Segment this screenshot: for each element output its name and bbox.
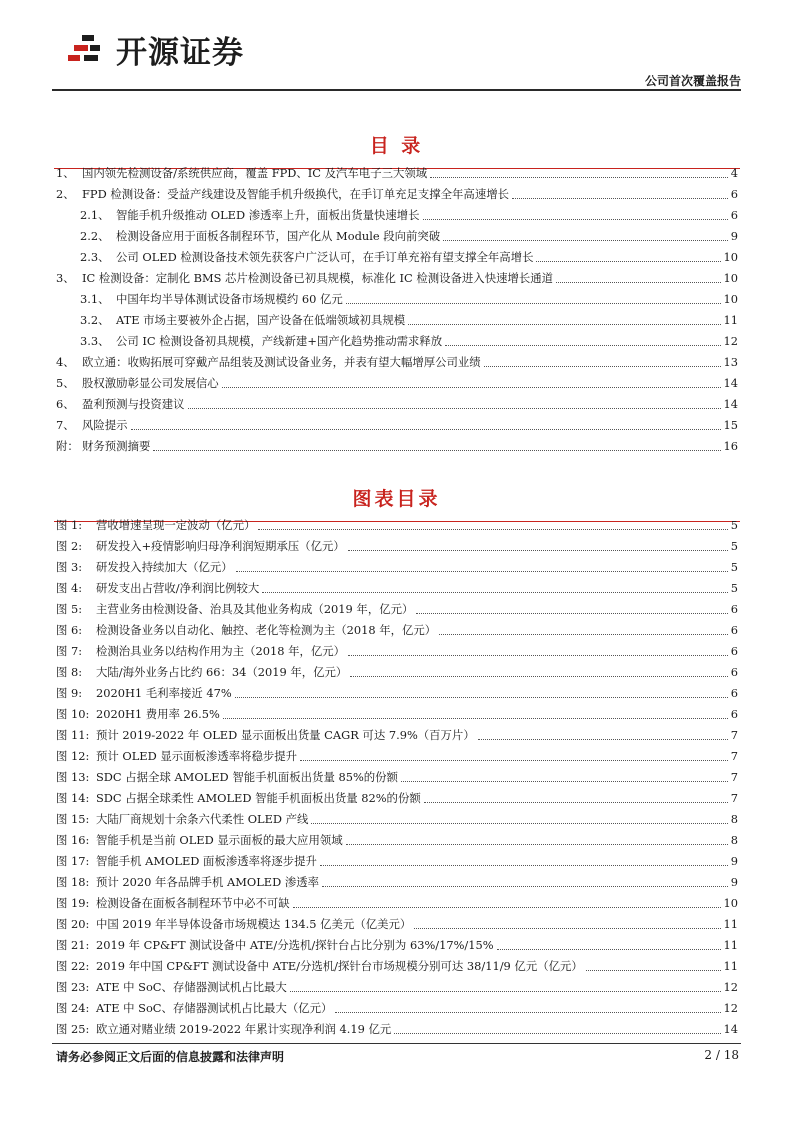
entry-leader — [348, 655, 728, 656]
entry-number: 图 16: — [56, 833, 90, 847]
entry-label: 智能手机是当前 OLED 显示面板的最大应用领域 — [96, 833, 343, 847]
toc-entry[interactable] — [56, 244, 738, 265]
entry-page: 13 — [723, 355, 738, 369]
entry-number: 图 25: — [56, 1022, 90, 1036]
entry-label: FPD 检测设备：受益产线建设及智能手机升级换代，在手订单充足支撑全年高速增长 — [82, 187, 509, 201]
entry-leader — [414, 928, 720, 929]
entry-leader — [346, 844, 728, 845]
entry-label: ATE 市场主要被外企占据，国产设备在低端领域初具规模 — [116, 313, 406, 327]
entry-label: 营收增速呈现一定波动（亿元） — [96, 518, 256, 532]
entry-number: 3.1、 — [80, 292, 110, 306]
entry-page: 14 — [723, 376, 738, 390]
entry-label: 国内领先检测设备/系统供应商，覆盖 FPD、IC 及汽车电子三大领域 — [82, 166, 428, 180]
entry-page: 7 — [730, 728, 738, 742]
entry-page: 9 — [730, 854, 738, 868]
entry-label: 大陆/海外业务占比约 66：34（2019 年，亿元） — [96, 665, 348, 679]
entry-leader — [439, 634, 728, 635]
entry-number: 3.2、 — [80, 313, 110, 327]
entry-leader — [311, 823, 727, 824]
entry-number: 图 19: — [56, 896, 90, 910]
entry-number: 3.3、 — [80, 334, 110, 348]
figure-entry[interactable] — [56, 722, 738, 743]
entry-number: 图 8: — [56, 665, 83, 679]
entry-leader — [497, 949, 721, 950]
entry-label: 智能手机 AMOLED 面板渗透率将逐步提升 — [96, 854, 317, 868]
entry-label: 盈利预测与投资建议 — [82, 397, 185, 411]
entry-page: 11 — [723, 938, 738, 952]
toc-entry[interactable] — [56, 181, 738, 202]
figure-entry[interactable] — [56, 890, 738, 911]
figure-entry[interactable] — [56, 785, 738, 806]
entry-leader — [153, 450, 720, 451]
entry-leader — [346, 303, 721, 304]
header-divider — [52, 89, 741, 91]
entry-label: 中国年均半导体测试设备市场规模约 60 亿元 — [116, 292, 343, 306]
entry-leader — [556, 282, 720, 283]
figure-entry[interactable] — [56, 953, 738, 974]
entry-label: 预计 2019-2022 年 OLED 显示面板出货量 CAGR 可达 7.9%（百万片） — [96, 728, 475, 742]
figure-entry[interactable] — [56, 806, 738, 827]
figure-entry[interactable] — [56, 827, 738, 848]
entry-number: 图 5: — [56, 602, 83, 616]
entry-leader — [350, 676, 727, 677]
table-of-contents — [56, 160, 738, 454]
figure-list — [56, 512, 738, 1037]
entry-number: 1、 — [56, 166, 75, 180]
entry-label: 欧立通对赌业绩 2019-2022 年累计实现净利润 4.19 亿元 — [96, 1022, 392, 1036]
entry-number: 图 4: — [56, 581, 83, 595]
entry-leader — [235, 697, 728, 698]
entry-page: 9 — [730, 229, 738, 243]
entry-number: 2.3、 — [80, 250, 110, 264]
toc-entry[interactable] — [56, 349, 738, 370]
entry-number: 图 11: — [56, 728, 90, 742]
entry-number: 图 3: — [56, 560, 83, 574]
entry-number: 图 12: — [56, 749, 90, 763]
entry-label: 2019 年中国 CP&FT 测试设备中 ATE/分选机/探针台市场规模分别可达 38/11/9 亿元（亿元） — [96, 959, 583, 973]
toc-entry[interactable] — [56, 307, 738, 328]
entry-page: 6 — [730, 686, 738, 700]
entry-number: 3、 — [56, 271, 75, 285]
entry-page: 6 — [730, 602, 738, 616]
entry-label: ATE 中 SoC、存储器测试机占比最大 — [96, 980, 287, 994]
report-type: 公司首次覆盖报告 — [644, 74, 741, 88]
entry-number: 图 6: — [56, 623, 83, 637]
figure-entry[interactable] — [56, 743, 738, 764]
entry-leader — [290, 991, 721, 992]
entry-label: 财务预测摘要 — [82, 439, 151, 453]
entry-page: 9 — [730, 875, 738, 889]
entry-leader — [394, 1033, 720, 1034]
entry-leader — [258, 529, 727, 530]
figure-entry[interactable] — [56, 617, 738, 638]
entry-page: 5 — [730, 560, 738, 574]
figure-entry[interactable] — [56, 911, 738, 932]
entry-number: 图 15: — [56, 812, 90, 826]
footer-disclaimer: 请务必参阅正文后面的信息披露和法律声明 — [56, 1050, 285, 1064]
entry-page: 16 — [723, 439, 738, 453]
entry-label: 检测设备在面板各制程环节中必不可缺 — [96, 896, 290, 910]
entry-number: 附： — [56, 439, 79, 453]
figure-entry[interactable] — [56, 638, 738, 659]
entry-page: 14 — [723, 397, 738, 411]
entry-number: 2.1、 — [80, 208, 110, 222]
figure-entry[interactable] — [56, 974, 738, 995]
entry-label: 检测设备业务以自动化、触控、老化等检测为主（2018 年，亿元） — [96, 623, 437, 637]
entry-label: 欧立通：收购拓展可穿戴产品组装及测试设备业务，并表有望大幅增厚公司业绩 — [82, 355, 481, 369]
entry-label: SDC 占据全球柔性 AMOLED 智能手机面板出货量 82%的份额 — [96, 791, 421, 805]
entry-leader — [223, 718, 728, 719]
figure-entry[interactable] — [56, 659, 738, 680]
entry-number: 图 13: — [56, 770, 90, 784]
entry-page: 8 — [730, 833, 738, 847]
toc-entry[interactable] — [56, 265, 738, 286]
entry-leader — [416, 613, 727, 614]
entry-page: 11 — [723, 917, 738, 931]
figure-entry[interactable] — [56, 995, 738, 1016]
entry-number: 图 20: — [56, 917, 90, 931]
entry-label: 智能手机升级推动 OLED 渗透率上升，面板出货量快速增长 — [116, 208, 420, 222]
figure-entry[interactable] — [56, 533, 738, 554]
entry-leader — [586, 970, 721, 971]
entry-label: SDC 占据全球 AMOLED 智能手机面板出货量 85%的份额 — [96, 770, 398, 784]
figure-entry[interactable] — [56, 932, 738, 953]
entry-page: 6 — [730, 623, 738, 637]
entry-leader — [222, 387, 721, 388]
entry-number: 图 14: — [56, 791, 90, 805]
entry-leader — [478, 739, 728, 740]
entry-page: 11 — [723, 959, 738, 973]
entry-page: 10 — [723, 896, 738, 910]
entry-leader — [484, 366, 721, 367]
entry-label: 研发投入持续加大（亿元） — [96, 560, 233, 574]
entry-leader — [512, 198, 728, 199]
entry-leader — [322, 886, 728, 887]
entry-number: 2、 — [56, 187, 75, 201]
entry-number: 图 2: — [56, 539, 83, 553]
entry-number: 5、 — [56, 376, 75, 390]
toc-entry[interactable] — [56, 328, 738, 349]
entry-page: 10 — [723, 271, 738, 285]
figures-title-text: 图表目录 — [352, 488, 441, 510]
figure-entry[interactable] — [56, 554, 738, 575]
entry-label: IC 检测设备：定制化 BMS 芯片检测设备已初具规模，标准化 IC 检测设备进入快速增长通道 — [82, 271, 554, 285]
entry-leader — [300, 760, 728, 761]
entry-label: 2019 年 CP&FT 测试设备中 ATE/分选机/探针台占比分别为 63%/17%/15% — [96, 938, 494, 952]
entry-number: 6、 — [56, 397, 75, 411]
entry-page: 12 — [723, 1001, 738, 1015]
figure-entry[interactable] — [56, 596, 738, 617]
entry-page: 6 — [730, 707, 738, 721]
figure-entry[interactable] — [56, 764, 738, 785]
entry-page: 7 — [730, 770, 738, 784]
entry-page: 10 — [723, 292, 738, 306]
entry-page: 15 — [723, 418, 738, 432]
entry-page: 10 — [723, 250, 738, 264]
entry-label: 2020H1 毛利率接近 47% — [96, 686, 232, 700]
entry-page: 6 — [730, 644, 738, 658]
entry-leader — [408, 324, 720, 325]
entry-leader — [335, 1012, 720, 1013]
entry-label: 中国 2019 年半导体设备市场规模达 134.5 亿美元（亿美元） — [96, 917, 412, 931]
entry-label: 预计 OLED 显示面板渗透率将稳步提升 — [96, 749, 298, 763]
toc-entry[interactable] — [56, 286, 738, 307]
entry-page: 6 — [730, 187, 738, 201]
entry-leader — [536, 261, 720, 262]
entry-page: 7 — [730, 749, 738, 763]
entry-label: 研发支出占营收/净利润比例较大 — [96, 581, 260, 595]
toc-entry[interactable] — [56, 223, 738, 244]
entry-page: 5 — [730, 581, 738, 595]
entry-number: 图 18: — [56, 875, 90, 889]
entry-number: 图 21: — [56, 938, 90, 952]
entry-label: 检测设备应用于面板各制程环节，国产化从 Module 段向前突破 — [116, 229, 441, 243]
entry-page: 12 — [723, 980, 738, 994]
figure-entry[interactable] — [56, 869, 738, 890]
entry-number: 4、 — [56, 355, 75, 369]
entry-leader — [424, 802, 728, 803]
entry-leader — [430, 177, 728, 178]
footer-divider — [52, 1043, 741, 1044]
entry-page: 14 — [723, 1022, 738, 1036]
figure-entry[interactable] — [56, 512, 738, 533]
toc-entry[interactable] — [56, 160, 738, 181]
entry-leader — [423, 219, 728, 220]
entry-page: 7 — [730, 791, 738, 805]
toc-title-text: 目 录 — [369, 135, 424, 157]
entry-label: 公司 IC 检测设备初具规模，产线新建+国产化趋势推动需求释放 — [116, 334, 443, 348]
toc-entry[interactable] — [56, 412, 738, 433]
entry-leader — [236, 571, 728, 572]
toc-entry[interactable] — [56, 202, 738, 223]
entry-page: 11 — [723, 313, 738, 327]
brand-mark-icon — [64, 27, 108, 71]
entry-label: 公司 OLED 检测设备技术领先获客户广泛认可，在手订单充裕有望支撑全年高增长 — [116, 250, 534, 264]
entry-page: 4 — [730, 166, 738, 180]
entry-number: 图 24: — [56, 1001, 90, 1015]
entry-leader — [401, 781, 728, 782]
toc-entry[interactable] — [56, 370, 738, 391]
entry-number: 图 22: — [56, 959, 90, 973]
entry-leader — [293, 907, 721, 908]
brand-name: 开源证券 — [116, 34, 244, 71]
toc-entry[interactable] — [56, 433, 738, 454]
figure-entry[interactable] — [56, 575, 738, 596]
entry-number: 7、 — [56, 418, 75, 432]
entry-label: 大陆厂商规划十余条六代柔性 OLED 产线 — [96, 812, 309, 826]
entry-leader — [445, 345, 720, 346]
entry-number: 图 9: — [56, 686, 83, 700]
entry-leader — [348, 550, 728, 551]
entry-number: 2.2、 — [80, 229, 110, 243]
entry-number: 图 7: — [56, 644, 83, 658]
figure-entry[interactable] — [56, 1016, 738, 1037]
entry-label: 检测治具业务以结构作用为主（2018 年，亿元） — [96, 644, 346, 658]
entry-label: 主营业务由检测设备、治具及其他业务构成（2019 年，亿元） — [96, 602, 414, 616]
entry-page: 5 — [730, 539, 738, 553]
entry-leader — [320, 865, 728, 866]
brand-logo — [64, 26, 244, 72]
entry-leader — [443, 240, 728, 241]
entry-page: 12 — [723, 334, 738, 348]
entry-page: 8 — [730, 812, 738, 826]
figure-entry[interactable] — [56, 848, 738, 869]
entry-number: 图 10: — [56, 707, 90, 721]
entry-leader — [131, 429, 721, 430]
entry-page: 6 — [730, 208, 738, 222]
entry-label: 预计 2020 年各品牌手机 AMOLED 渗透率 — [96, 875, 320, 889]
figure-entry[interactable] — [56, 680, 738, 701]
entry-number: 图 23: — [56, 980, 90, 994]
entry-label: 2020H1 费用率 26.5% — [96, 707, 220, 721]
entry-number: 图 17: — [56, 854, 90, 868]
entry-page: 5 — [730, 518, 738, 532]
entry-leader — [262, 592, 727, 593]
entry-label: 风险提示 — [82, 418, 128, 432]
toc-entry[interactable] — [56, 391, 738, 412]
figure-entry[interactable] — [56, 701, 738, 722]
entry-label: 股权激励彰显公司发展信心 — [82, 376, 219, 390]
entry-label: 研发投入+疫情影响归母净利润短期承压（亿元） — [96, 539, 345, 553]
page-indicator: 2 / 18 — [704, 1048, 739, 1062]
entry-page: 6 — [730, 665, 738, 679]
entry-number: 图 1: — [56, 518, 83, 532]
entry-leader — [188, 408, 721, 409]
entry-label: ATE 中 SoC、存储器测试机占比最大（亿元） — [96, 1001, 333, 1015]
